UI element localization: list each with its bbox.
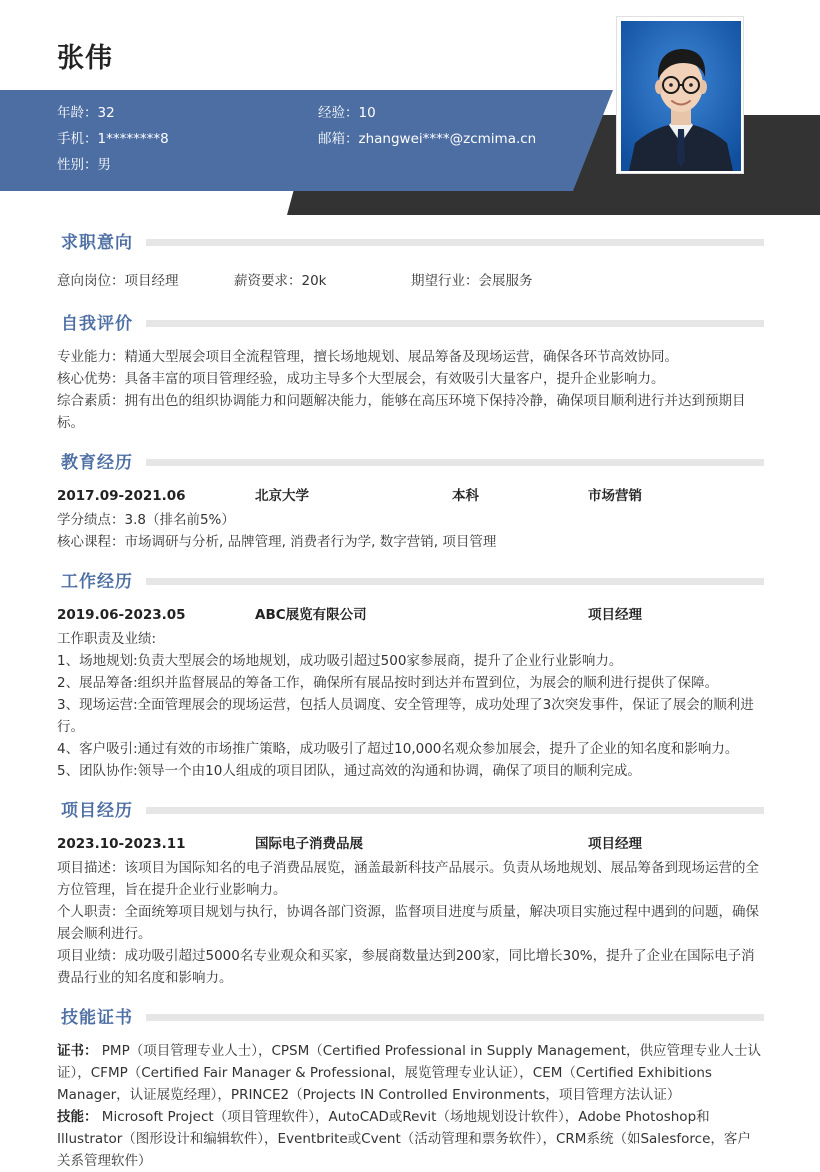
section-education xyxy=(57,451,764,475)
self-eval-line: 专业能力：精通大型展会项目全流程管理，擅长场地规划、展品筹备及现场运营，确保各环节高效协同。 xyxy=(57,349,678,365)
certificates-label: 证书： xyxy=(57,1043,98,1059)
work-item: 2、展品筹备:组织并监督展品的筹备工作，确保所有展品按时到达并布置到位，为展会的顺利进行提供了保障。 xyxy=(57,675,719,691)
section-divider xyxy=(146,578,764,585)
education-major: 市场营销 xyxy=(588,488,642,504)
work-item: 1、场地规划:负责大型展会的场地规划，成功吸引超过500家参展商，提升了企业行业影响力。 xyxy=(57,653,623,669)
phone-info: 手机：1********8 xyxy=(57,131,169,147)
project-result: 项目业绩：成功吸引超过5000名专业观众和买家，参展商数量达到200家，同比增长30%，提升了企业在国际电子消费品行业的知名度和影响力。 xyxy=(57,948,755,986)
project-period: 2023.10-2023.11 xyxy=(57,836,186,852)
section-title: 自我评价 xyxy=(61,312,145,336)
work-company: ABC展览有限公司 xyxy=(255,607,367,623)
work-item: 5、团队协作:领导一个由10人组成的项目团队，通过高效的沟通和协调，确保了项目的顺利完成。 xyxy=(57,763,641,779)
skills-software xyxy=(57,1106,764,1172)
self-eval-line: 综合素质：拥有出色的组织协调能力和问题解决能力，能够在高压环境下保持冷静，确保项目顺利进行并达到预期目标。 xyxy=(57,393,746,431)
work-intro: 工作职责及业绩: xyxy=(57,631,157,647)
project-role: 项目经理 xyxy=(588,836,642,852)
work-period: 2019.06-2023.05 xyxy=(57,607,186,623)
section-project xyxy=(57,799,764,823)
education-gpa: 学分绩点：3.8（排名前5%） xyxy=(57,512,235,528)
portrait-image xyxy=(621,21,741,171)
experience-info: 经验：10 xyxy=(318,105,376,121)
section-self-eval xyxy=(57,312,764,336)
age-info: 年龄：32 xyxy=(57,105,115,121)
self-eval-line: 核心优势：具备丰富的项目管理经验，成功主导多个大型展会，有效吸引大量客户，提升企业影响力。 xyxy=(57,371,665,387)
section-title: 教育经历 xyxy=(61,451,145,475)
section-divider xyxy=(146,239,764,246)
email-info: 邮箱：zhangwei****@zcmima.cn xyxy=(318,131,537,147)
skills-text: Microsoft Project（项目管理软件），AutoCAD或Revit（场地规划设计软件），Adobe Photoshop和Illustrator（图形设计和编辑软件），Eventbrite或Cvent（活动管理和票务软件），CRM系统（如Salesforce，客户关系管理软件） xyxy=(57,1109,751,1169)
section-title: 项目经历 xyxy=(61,799,145,823)
work-item: 3、现场运营:全面管理展会的现场运营，包括人员调度、安全管理等，成功处理了3次突发事件，保证了展会的顺利进行。 xyxy=(57,697,754,735)
candidate-name: 张伟 xyxy=(57,43,113,74)
section-divider xyxy=(146,807,764,814)
section-divider xyxy=(146,459,764,466)
work-item: 4、客户吸引:通过有效的市场推广策略，成功吸引了超过10,000名观众参加展会，提升了企业的知名度和影响力。 xyxy=(57,741,739,757)
education-period: 2017.09-2021.06 xyxy=(57,488,186,504)
profile-photo xyxy=(616,16,744,174)
intention-salary: 薪资要求：20k xyxy=(234,273,327,289)
intention-industry: 期望行业：会展服务 xyxy=(411,273,533,289)
education-courses: 核心课程：市场调研与分析, 品牌管理, 消费者行为学, 数字营销, 项目管理 xyxy=(57,534,497,550)
project-description: 项目描述：该项目为国际知名的电子消费品展览，涵盖最新科技产品展示。负责从场地规划、展品筹备到现场运营的全方位管理，旨在提升企业行业影响力。 xyxy=(57,860,759,898)
certificates-text: PMP（项目管理专业人士），CPSM（Certified Professional in Supply Management，供应管理专业人士认证），CFMP（Certified Fair Manager & Professional，展览管理专业认证），CEM（Certified Exhibitions Manager，认证展览经理），PRINCE2（Projects IN Controlled Environments，项目管理方法认证） xyxy=(57,1043,761,1103)
section-title: 技能证书 xyxy=(61,1006,145,1030)
section-title: 求职意向 xyxy=(61,231,145,255)
section-intention xyxy=(57,231,764,255)
education-degree: 本科 xyxy=(452,488,479,504)
section-work xyxy=(57,570,764,594)
section-title: 工作经历 xyxy=(61,570,145,594)
section-skills xyxy=(57,1006,764,1030)
section-divider xyxy=(146,1014,764,1021)
skills-label: 技能： xyxy=(57,1109,98,1125)
intention-position: 意向岗位：项目经理 xyxy=(57,273,179,289)
work-role: 项目经理 xyxy=(588,607,642,623)
project-name: 国际电子消费品展 xyxy=(255,836,363,852)
skills-certificates xyxy=(57,1040,764,1106)
section-divider xyxy=(146,320,764,327)
project-duty: 个人职责：全面统筹项目规划与执行，协调各部门资源，监督项目进度与质量，解决项目实施过程中遇到的问题，确保展会顺利进行。 xyxy=(57,904,759,942)
gender-info: 性别：男 xyxy=(57,157,111,173)
education-school: 北京大学 xyxy=(255,488,309,504)
